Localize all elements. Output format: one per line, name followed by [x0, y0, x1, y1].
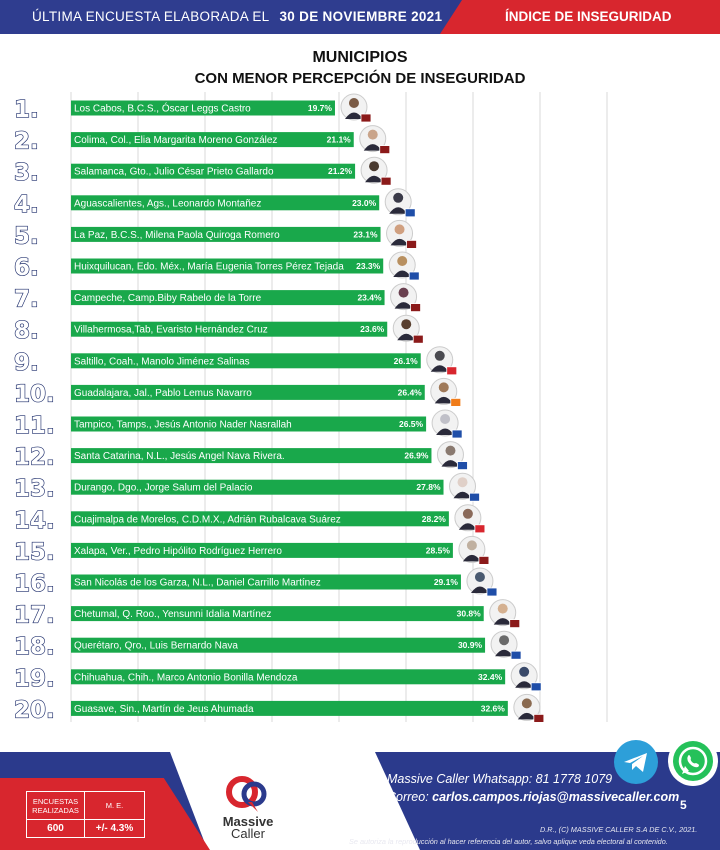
rank-number: 3. — [14, 160, 39, 187]
party-logo-icon — [475, 525, 485, 533]
avatar-head — [397, 256, 407, 266]
bar-label: Tampico, Tamps., Jesús Antonio Nader Nasrallah — [74, 419, 292, 431]
avatar-head — [393, 193, 403, 203]
rank-number: 12. — [14, 444, 55, 471]
value-label: 32.6% — [480, 703, 505, 714]
bar-label: Cuajimalpa de Morelos, C.D.M.X., Adrián Rubalcava Suárez — [74, 514, 341, 526]
rank-number: 14. — [14, 507, 55, 534]
bar-label: Campeche, Camp.Biby Rabelo de la Torre — [74, 293, 262, 305]
party-logo-icon — [479, 556, 489, 564]
page-number: 5 — [680, 798, 687, 812]
rank-number: 19. — [14, 665, 55, 692]
avatar-head — [519, 667, 529, 677]
whatsapp-contact: Massive Caller Whatsapp: 81 1778 1079 — [387, 772, 613, 786]
value-label: 26.5% — [398, 419, 424, 429]
party-logo-icon — [470, 493, 480, 501]
party-logo-icon — [407, 240, 417, 248]
party-logo-icon — [451, 398, 461, 406]
chart-row — [14, 663, 541, 692]
rank-number: 18. — [14, 634, 55, 661]
avatar-head — [401, 319, 411, 329]
value-label: 23.0% — [352, 197, 377, 208]
chart-grid — [71, 92, 607, 722]
chart-row — [14, 536, 489, 565]
survey-date: 30 DE NOVIEMBRE 2021 — [279, 9, 443, 24]
avatar-head — [522, 698, 532, 708]
chart-row — [14, 473, 480, 502]
avatar-head — [475, 572, 485, 582]
avatar-head — [395, 224, 405, 234]
chart-row — [14, 600, 520, 629]
party-logo-icon — [381, 177, 391, 185]
value-label: 23.6% — [360, 324, 385, 335]
value-label: 26.9% — [404, 450, 429, 461]
brand-name-line2: Caller — [231, 826, 265, 841]
party-logo-icon — [405, 209, 415, 217]
party-logo-icon — [411, 304, 421, 312]
rank-number: 4. — [14, 191, 39, 218]
rank-number: 20. — [14, 697, 55, 724]
value-label: 19.7% — [307, 103, 332, 113]
party-logo-icon — [413, 335, 423, 343]
party-logo-icon — [531, 683, 541, 691]
chart-row — [14, 694, 544, 723]
telegram-icon[interactable] — [614, 740, 658, 784]
value-label: 21.2% — [327, 166, 353, 177]
email-link[interactable]: carlos.campos.riojas@massivecaller.com — [432, 790, 680, 804]
email-contact — [387, 790, 679, 804]
rank-number: 1. — [14, 97, 39, 123]
value-label: 28.2% — [421, 513, 446, 524]
value-label: 23.3% — [356, 261, 381, 271]
bar-label: San Nicolás de los Garza, N.L., Daniel Carrillo Martínez — [74, 577, 321, 589]
surveys-value: 600 — [27, 820, 85, 838]
copyright-text: D.R., (C) MASSIVE CALLER S.A DE C.V., 2021. — [540, 825, 698, 834]
survey-date-text — [32, 9, 442, 24]
rank-number: 8. — [14, 318, 39, 345]
value-label: 29.1% — [433, 577, 458, 587]
chart-row — [14, 189, 415, 218]
surveys-label: ENCUESTAS REALIZADAS — [27, 792, 85, 820]
value-label: 30.9% — [457, 640, 483, 651]
value-label: 23.1% — [353, 229, 378, 240]
value-label: 23.4% — [357, 292, 382, 303]
party-logo-icon — [452, 430, 462, 438]
whatsapp-icon[interactable] — [668, 736, 718, 786]
reproduction-notice: Se autoriza la reproducción al hacer referencia del autor, salvo aplique veda electoral al contenido. — [349, 837, 668, 846]
avatar-head — [349, 98, 359, 108]
rank-number: 5. — [14, 223, 39, 250]
value-label: 26.4% — [397, 387, 422, 398]
bar-label: Villahermosa,Tab, Evaristo Hernández Cruz — [74, 324, 268, 336]
party-logo-icon — [487, 588, 497, 596]
avatar-head — [439, 382, 449, 392]
avatar-head — [368, 130, 378, 140]
party-logo-icon — [447, 367, 457, 375]
chart-row — [14, 315, 423, 344]
avatar-head — [463, 509, 473, 519]
avatar-head — [458, 477, 468, 487]
avatar-head — [499, 635, 509, 645]
chart-title: MUNICIPIOS — [312, 49, 408, 66]
brand-name-line1: Massive — [222, 814, 274, 829]
chart-subtitle: CON MENOR PERCEPCIÓN DE INSEGURIDAD — [194, 70, 526, 87]
avatar-head — [498, 604, 508, 614]
chart-row — [14, 284, 421, 313]
bar-label: Chihuahua, Chih., Marco Antonio Bonilla Mendoza — [74, 672, 298, 684]
bar-label: Saltillo, Coah., Manolo Jiménez Salinas — [74, 356, 250, 368]
avatar-head — [369, 161, 379, 171]
chart-row — [14, 568, 497, 597]
party-logo-icon — [534, 714, 544, 722]
rank-number: 17. — [14, 602, 55, 629]
value-label: 28.5% — [425, 545, 450, 556]
chart-row — [14, 347, 457, 376]
bar-label: Guadalajara, Jal., Pablo Lemus Navarro — [74, 387, 252, 399]
index-title: ÍNDICE DE INSEGURIDAD — [505, 9, 672, 24]
margin-error-value: +/- 4.3% — [85, 820, 145, 838]
rank-number: 6. — [14, 255, 39, 281]
survey-stats-table — [26, 791, 145, 838]
bar-label: Huixquilucan, Edo. Méx., María Eugenia Torres Pérez Tejada — [74, 261, 344, 273]
avatar-head — [399, 288, 409, 298]
avatar-head — [435, 351, 445, 361]
chart-row — [14, 126, 390, 155]
ranking-chart — [0, 90, 720, 730]
chart-row — [14, 378, 461, 407]
bar-label: Los Cabos, B.C.S., Óscar Leggs Castro — [74, 103, 251, 115]
party-logo-icon — [511, 651, 521, 659]
rank-number: 11. — [14, 413, 55, 439]
chart-row — [14, 631, 521, 660]
value-label: 30.8% — [456, 608, 481, 619]
bar-label: Durango, Dgo., Jorge Salum del Palacio — [74, 482, 253, 494]
avatar-head — [467, 540, 477, 550]
value-label: 21.1% — [326, 134, 351, 145]
rank-number: 15. — [14, 539, 55, 566]
chart-row — [14, 410, 462, 439]
rank-number: 16. — [14, 571, 55, 597]
chart-row — [14, 505, 485, 534]
chart-row — [14, 442, 467, 471]
rank-number: 13. — [14, 476, 55, 503]
rank-number: 2. — [14, 128, 39, 155]
chart-row — [14, 94, 371, 123]
party-logo-icon — [510, 620, 520, 628]
massive-caller-logo-icon — [218, 772, 278, 814]
rank-number: 10. — [14, 381, 55, 408]
party-logo-icon — [457, 462, 467, 470]
bar-label: Colima, Col., Elia Margarita Moreno González — [74, 135, 278, 147]
value-label: 27.8% — [416, 482, 441, 493]
margin-error-label: M. E. — [85, 792, 145, 820]
avatar-head — [445, 446, 455, 456]
bar-label: Chetumal, Q. Roo., Yensunni Idalia Martínez — [74, 609, 272, 621]
chart-row — [14, 252, 419, 281]
bar-label: Aguascalientes, Ags., Leonardo Montañez — [74, 198, 262, 210]
chart-rows — [14, 94, 544, 723]
party-logo-icon — [361, 114, 371, 122]
email-prefix: Correo: — [387, 790, 433, 804]
party-logo-icon — [409, 272, 419, 280]
bar-label: Guasave, Sin., Martín de Jeus Ahumada — [74, 703, 254, 715]
value-label: 32.4% — [478, 671, 503, 682]
rank-number: 9. — [14, 349, 39, 376]
rank-number: 7. — [14, 286, 39, 313]
avatar-head — [440, 414, 450, 424]
value-label: 26.1% — [393, 355, 418, 366]
bar-label: Querétaro, Qro., Luis Bernardo Nava — [74, 640, 238, 652]
bar-label: Xalapa, Ver., Pedro Hipólito Rodríguez Herrero — [74, 545, 282, 557]
chart-row — [14, 220, 417, 249]
bar-label: Santa Catarina, N.L., Jesús Angel Nava Rivera. — [74, 451, 285, 463]
bar-label: Salamanca, Gto., Julio César Prieto Gallardo — [74, 166, 274, 178]
survey-label: ÚLTIMA ENCUESTA ELABORADA EL — [32, 9, 270, 24]
party-logo-icon — [380, 146, 390, 154]
bar-label: La Paz, B.C.S., Milena Paola Quiroga Romero — [74, 229, 280, 241]
